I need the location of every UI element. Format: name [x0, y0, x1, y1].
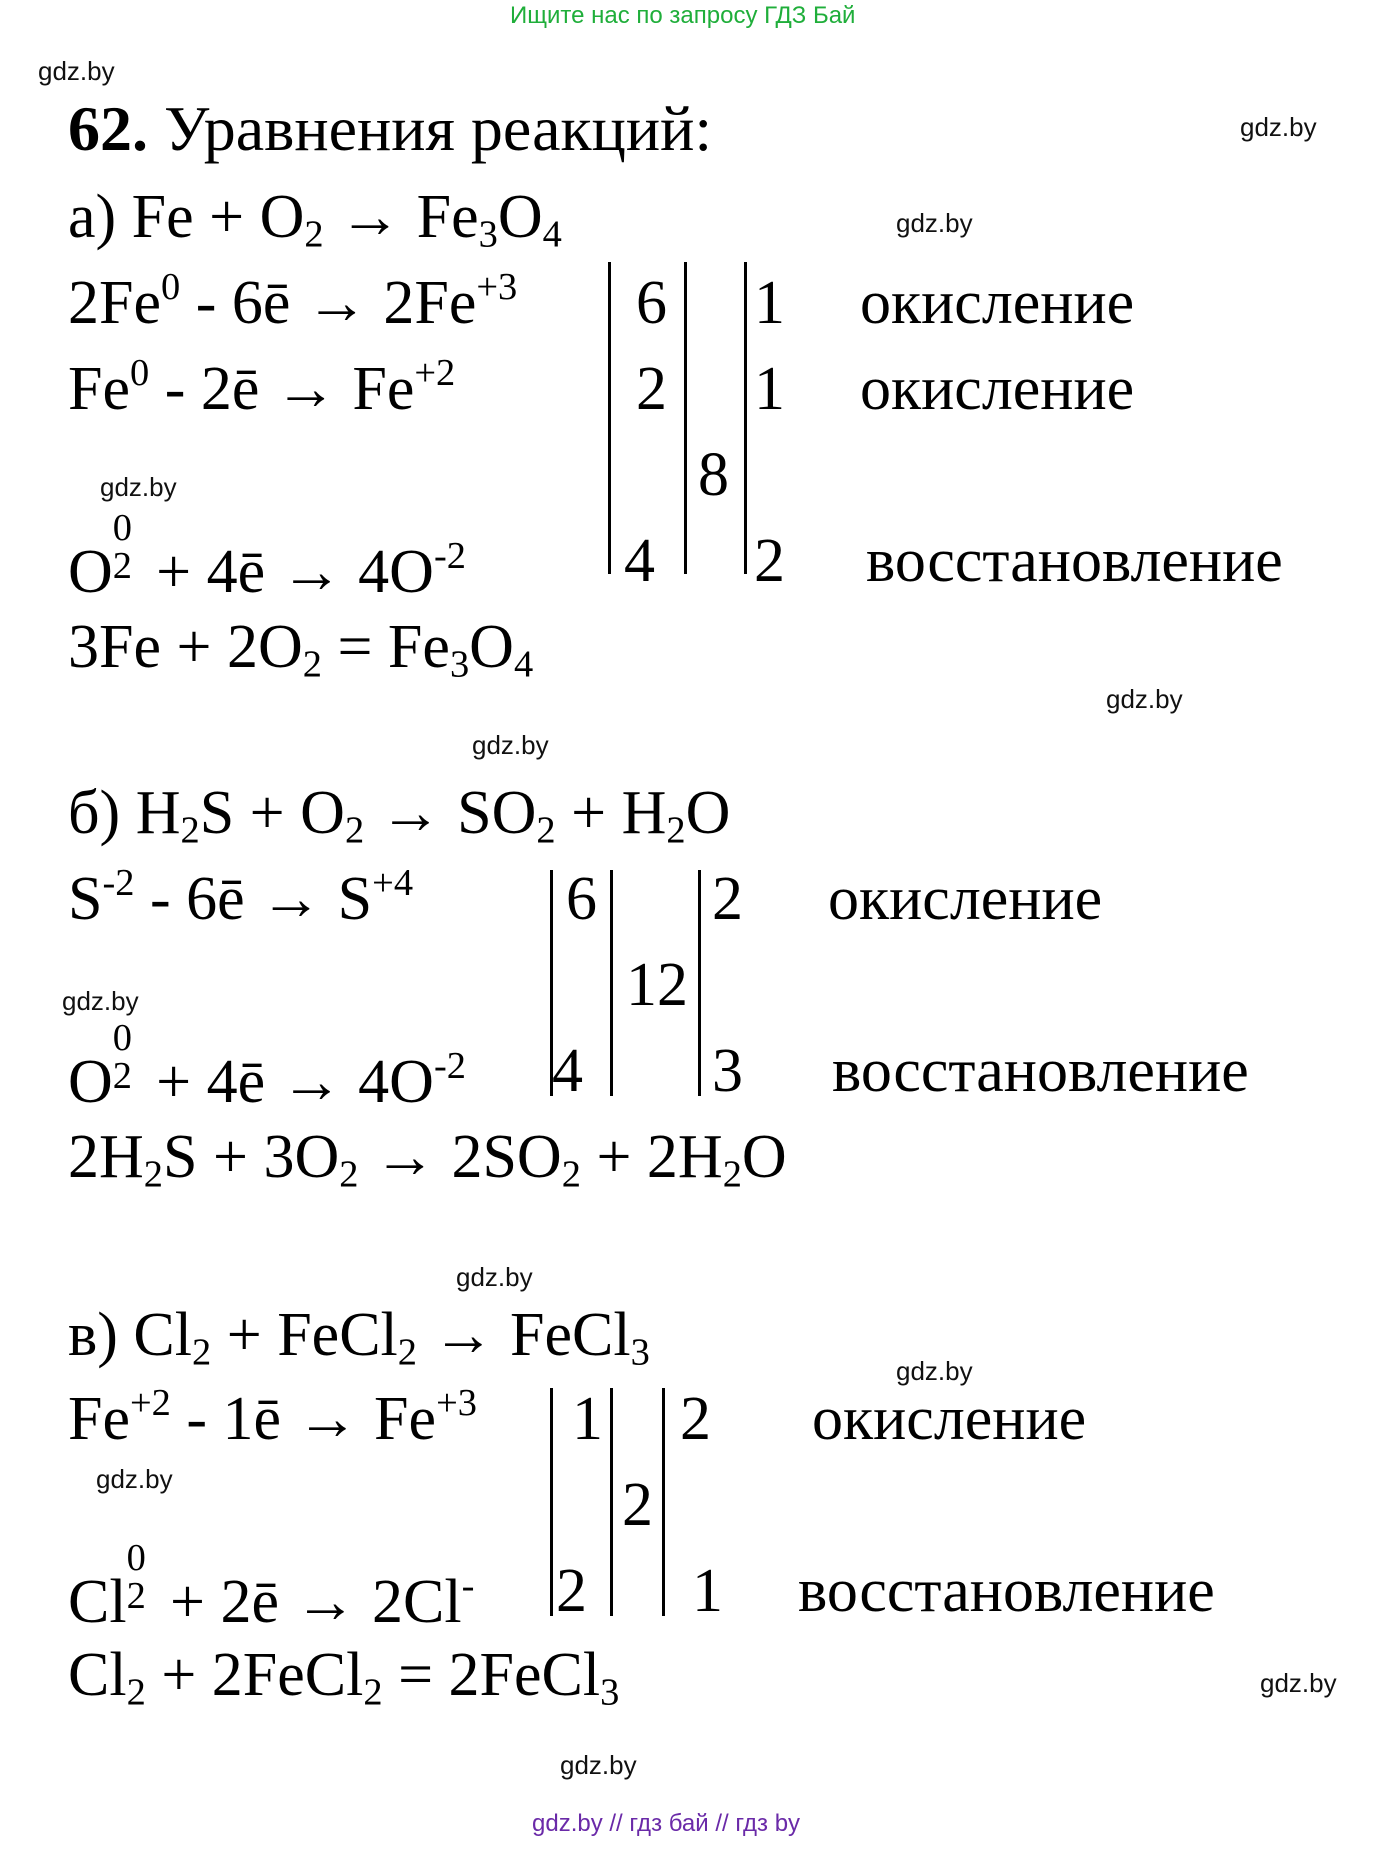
- watermark: gdz.by: [1260, 1668, 1337, 1698]
- a-electrons-3: 4: [624, 527, 655, 595]
- c-coef-1: 2: [680, 1385, 711, 1453]
- b-electrons-2: 4: [552, 1037, 583, 1105]
- watermark: gdz.by: [1106, 684, 1183, 714]
- a-coef-2: 1: [754, 355, 785, 423]
- a-half-2: Fe$^0$ - 2ē → $Fe^{+2}$: [68, 352, 456, 423]
- watermark: gdz.by: [560, 1750, 637, 1780]
- a-label: а): [68, 183, 117, 251]
- watermark: gdz.by: [896, 208, 973, 238]
- watermark: gdz.by: [38, 56, 115, 86]
- c-electrons-2: 2: [556, 1557, 587, 1625]
- a-divider-2: [684, 262, 687, 574]
- watermark: gdz.by: [472, 730, 549, 760]
- a-process-1: окисление: [860, 269, 1135, 337]
- watermark: gdz.by: [1240, 112, 1317, 142]
- a-divider-1: [608, 262, 611, 574]
- a-electrons-2: 2: [636, 355, 667, 423]
- a-half-1: 2Fe$^0$ - 6ē → $2Fe^{+3}$: [68, 266, 518, 337]
- b-half-1: $S^{-2}$ - 6ē → $S^{+4}$: [68, 862, 414, 933]
- b-lcm: 12: [626, 951, 688, 1019]
- b-coef-2: 3: [712, 1037, 743, 1105]
- a-coef-3: 2: [754, 527, 785, 595]
- c-divider-2: [610, 1388, 613, 1616]
- c-divider-1: [550, 1388, 553, 1616]
- b-electrons-1: 6: [566, 865, 597, 933]
- footer-links[interactable]: gdz.by // гдз бай // гдз by: [532, 1810, 801, 1837]
- watermark: gdz.by: [456, 1262, 533, 1292]
- search-hint-link[interactable]: Ищите нас по запросу ГДЗ Бай: [510, 2, 856, 29]
- c-process-1: окисление: [812, 1385, 1087, 1453]
- b-process-2: восстановление: [832, 1037, 1249, 1105]
- watermark: gdz.by: [96, 1464, 173, 1494]
- watermark: gdz.by: [62, 986, 139, 1016]
- b-final-equation: $2H_2S + 3O_2 \to 2SO_2 + 2H_2O$: [68, 1123, 787, 1196]
- c-divider-3: [662, 1388, 665, 1616]
- task-heading: Уравнения реакций:: [164, 93, 713, 164]
- c-reaction: в) $Cl_2$ + FeCl$_2$ → FeCl$_3$: [68, 1301, 650, 1374]
- b-reaction: б) $H_2S + O_2 \to SO_2 + H_2O$: [68, 779, 731, 852]
- c-lcm: 2: [622, 1471, 653, 1539]
- task-number: 62.: [68, 93, 148, 164]
- a-process-2: окисление: [860, 355, 1135, 423]
- a-electrons-1: 6: [636, 269, 667, 337]
- a-lcm: 8: [698, 441, 729, 509]
- c-coef-2: 1: [692, 1557, 723, 1625]
- b-half-2: O 0 2 + 4ē → $4O^{-2}$: [68, 1016, 466, 1116]
- watermark: gdz.by: [896, 1356, 973, 1386]
- b-coef-1: 2: [712, 865, 743, 933]
- a-final-equation: $3Fe + 2O_2 = Fe_3O_4$: [68, 613, 534, 686]
- watermark: gdz.by: [100, 472, 177, 502]
- c-process-2: восстановление: [798, 1557, 1215, 1625]
- b-divider-2: [610, 870, 613, 1096]
- c-half-2: Cl 0 2 + 2ē → 2Cl-: [68, 1536, 475, 1636]
- a-coef-1: 1: [754, 269, 785, 337]
- c-label: в): [68, 1301, 118, 1369]
- a-half-3: O 0 2 + 4ē → $4O^{-2}$: [68, 506, 466, 606]
- c-final-equation: $Cl_2$ + 2FeCl$_2$ = 2FeCl$_3$: [68, 1641, 620, 1714]
- c-half-1: $Fe^{+2}$ - 1ē → $Fe^{+3}$: [68, 1382, 477, 1453]
- b-label: б): [68, 779, 121, 847]
- a-reaction: а) $Fe + O_2 \to Fe_3O_4$: [68, 183, 562, 256]
- task-title: [68, 92, 712, 166]
- b-process-1: окисление: [828, 865, 1103, 933]
- a-process-3: восстановление: [866, 527, 1283, 595]
- b-divider-3: [698, 870, 701, 1096]
- c-electrons-1: 1: [572, 1385, 603, 1453]
- a-divider-3: [744, 262, 747, 574]
